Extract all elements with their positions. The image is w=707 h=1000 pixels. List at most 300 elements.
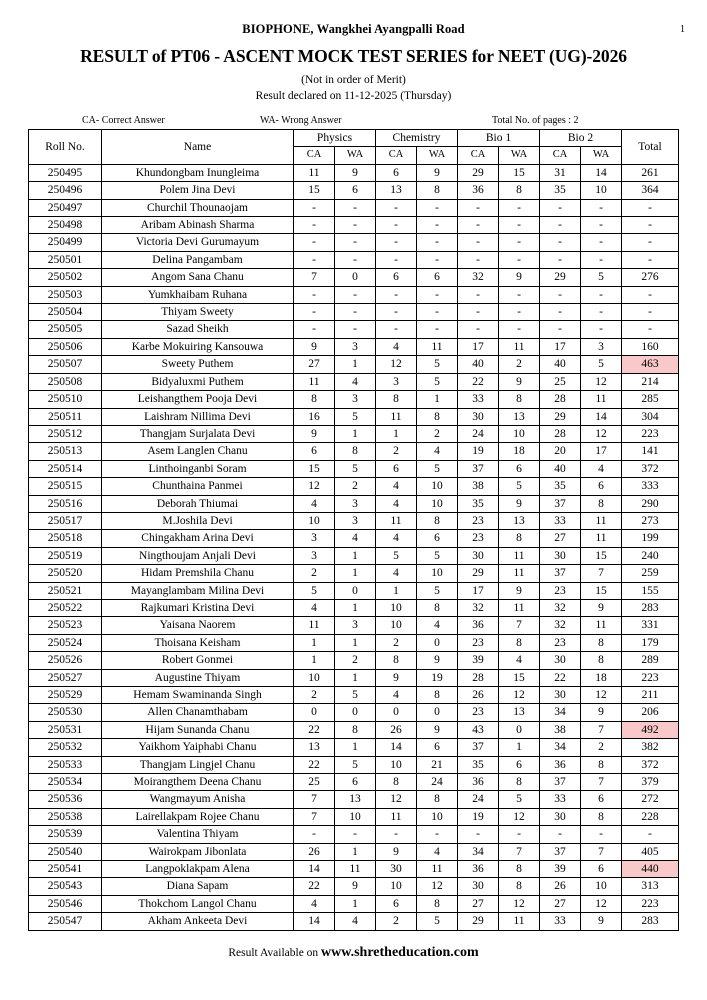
cell-total: 289: [622, 652, 679, 669]
cell-physics-wa: 3: [335, 617, 376, 634]
cell-bio2-wa: -: [581, 217, 622, 234]
cell-bio1-ca: 32: [458, 269, 499, 286]
cell-bio2-ca: 40: [540, 460, 581, 477]
cell-student-name: Polem Jina Devi: [102, 182, 294, 199]
cell-bio1-wa: -: [499, 199, 540, 216]
cell-student-name: Linthoinganbi Soram: [102, 460, 294, 477]
cell-bio1-wa: -: [499, 234, 540, 251]
table-row: [29, 217, 679, 234]
cell-total: 273: [622, 512, 679, 529]
cell-chemistry-wa: 0: [417, 634, 458, 651]
table-row: [29, 687, 679, 704]
cell-bio1-ca: 34: [458, 843, 499, 860]
table-row: [29, 234, 679, 251]
cell-student-name: Hidam Premshila Chanu: [102, 565, 294, 582]
cell-bio2-ca: -: [540, 217, 581, 234]
cell-physics-ca: 22: [294, 721, 335, 738]
cell-physics-wa: 1: [335, 565, 376, 582]
cell-chemistry-wa: 21: [417, 756, 458, 773]
table-row: [29, 634, 679, 651]
cell-chemistry-ca: 26: [376, 721, 417, 738]
cell-student-name: M.Joshila Devi: [102, 512, 294, 529]
cell-student-name: Thangjam Surjalata Devi: [102, 425, 294, 442]
cell-chemistry-wa: 8: [417, 791, 458, 808]
cell-bio2-wa: 12: [581, 687, 622, 704]
cell-chemistry-wa: 9: [417, 721, 458, 738]
cell-chemistry-wa: -: [417, 251, 458, 268]
cell-bio2-wa: 7: [581, 843, 622, 860]
cell-roll-no: 250538: [29, 808, 102, 825]
cell-bio2-wa: 12: [581, 373, 622, 390]
cell-total: 223: [622, 895, 679, 912]
cell-chemistry-ca: 1: [376, 425, 417, 442]
col-header-bio2-ca: CA: [540, 147, 581, 164]
table-row: [29, 478, 679, 495]
cell-bio2-wa: 11: [581, 391, 622, 408]
cell-bio2-wa: 8: [581, 495, 622, 512]
cell-roll-no: 250530: [29, 704, 102, 721]
cell-chemistry-ca: 30: [376, 861, 417, 878]
table-row: [29, 756, 679, 773]
cell-physics-ca: 22: [294, 756, 335, 773]
cell-bio1-wa: 8: [499, 391, 540, 408]
cell-bio2-wa: -: [581, 321, 622, 338]
cell-physics-wa: 3: [335, 495, 376, 512]
cell-student-name: Thoisana Keisham: [102, 634, 294, 651]
table-row: [29, 704, 679, 721]
cell-bio2-ca: 34: [540, 739, 581, 756]
cell-bio1-wa: 11: [499, 599, 540, 616]
cell-chemistry-ca: 4: [376, 565, 417, 582]
cell-physics-wa: 1: [335, 547, 376, 564]
cell-total: -: [622, 251, 679, 268]
cell-student-name: Karbe Mokuiring Kansouwa: [102, 338, 294, 355]
cell-roll-no: 250498: [29, 217, 102, 234]
cell-bio1-ca: 17: [458, 338, 499, 355]
cell-total: -: [622, 826, 679, 843]
cell-chemistry-ca: -: [376, 321, 417, 338]
cell-roll-no: 250529: [29, 687, 102, 704]
cell-bio1-wa: 8: [499, 634, 540, 651]
cell-roll-no: 250516: [29, 495, 102, 512]
col-header-physics-wa: WA: [335, 147, 376, 164]
cell-physics-ca: 4: [294, 599, 335, 616]
col-header-bio2: Bio 2: [540, 130, 622, 147]
cell-bio2-wa: 11: [581, 530, 622, 547]
cell-physics-wa: 4: [335, 373, 376, 390]
cell-student-name: Mayanglambam Milina Devi: [102, 582, 294, 599]
cell-chemistry-wa: 8: [417, 687, 458, 704]
cell-bio2-ca: 28: [540, 391, 581, 408]
cell-bio2-ca: 31: [540, 164, 581, 181]
cell-total: 228: [622, 808, 679, 825]
cell-bio1-wa: -: [499, 251, 540, 268]
table-row: [29, 460, 679, 477]
cell-physics-ca: 22: [294, 878, 335, 895]
cell-bio1-wa: 8: [499, 774, 540, 791]
cell-total: 199: [622, 530, 679, 547]
cell-bio1-ca: 23: [458, 704, 499, 721]
cell-bio1-wa: 15: [499, 164, 540, 181]
cell-chemistry-ca: 2: [376, 634, 417, 651]
cell-physics-wa: 8: [335, 721, 376, 738]
cell-bio1-ca: 27: [458, 895, 499, 912]
footer: [28, 945, 679, 961]
cell-student-name: Valentina Thiyam: [102, 826, 294, 843]
cell-bio2-ca: 30: [540, 808, 581, 825]
cell-bio2-wa: 7: [581, 565, 622, 582]
cell-physics-wa: 11: [335, 861, 376, 878]
cell-bio1-ca: 26: [458, 687, 499, 704]
cell-bio1-wa: 8: [499, 878, 540, 895]
cell-bio2-wa: -: [581, 826, 622, 843]
cell-physics-ca: 4: [294, 495, 335, 512]
cell-total: -: [622, 234, 679, 251]
cell-roll-no: 250507: [29, 356, 102, 373]
cell-bio2-wa: 11: [581, 512, 622, 529]
cell-student-name: Asem Langlen Chanu: [102, 443, 294, 460]
table-row: [29, 774, 679, 791]
cell-bio2-ca: 33: [540, 791, 581, 808]
cell-chemistry-wa: 1: [417, 391, 458, 408]
col-header-bio1: Bio 1: [458, 130, 540, 147]
cell-physics-ca: -: [294, 199, 335, 216]
cell-roll-no: 250539: [29, 826, 102, 843]
cell-physics-wa: 9: [335, 878, 376, 895]
cell-bio1-ca: 36: [458, 861, 499, 878]
cell-physics-wa: 3: [335, 338, 376, 355]
cell-chemistry-ca: 1: [376, 582, 417, 599]
cell-physics-ca: 7: [294, 808, 335, 825]
cell-bio2-wa: 5: [581, 269, 622, 286]
cell-bio2-wa: 8: [581, 756, 622, 773]
cell-total: 463: [622, 356, 679, 373]
cell-bio2-ca: 35: [540, 182, 581, 199]
cell-physics-ca: -: [294, 251, 335, 268]
cell-physics-wa: 1: [335, 895, 376, 912]
table-row: [29, 791, 679, 808]
cell-bio1-ca: 36: [458, 617, 499, 634]
cell-physics-wa: -: [335, 286, 376, 303]
cell-physics-ca: 13: [294, 739, 335, 756]
cell-bio1-wa: -: [499, 321, 540, 338]
cell-chemistry-ca: 8: [376, 652, 417, 669]
cell-bio1-ca: -: [458, 826, 499, 843]
cell-bio1-ca: 23: [458, 634, 499, 651]
cell-chemistry-ca: 10: [376, 878, 417, 895]
cell-roll-no: 250546: [29, 895, 102, 912]
cell-physics-ca: 27: [294, 356, 335, 373]
cell-bio2-wa: 8: [581, 634, 622, 651]
cell-bio2-wa: -: [581, 286, 622, 303]
cell-bio2-wa: -: [581, 251, 622, 268]
cell-physics-ca: 3: [294, 547, 335, 564]
cell-bio2-ca: 23: [540, 634, 581, 651]
cell-chemistry-ca: 2: [376, 913, 417, 930]
cell-chemistry-wa: -: [417, 217, 458, 234]
cell-chemistry-ca: 10: [376, 599, 417, 616]
table-row: [29, 269, 679, 286]
cell-bio2-ca: -: [540, 304, 581, 321]
cell-bio1-ca: 40: [458, 356, 499, 373]
cell-total: 364: [622, 182, 679, 199]
declared-date: Result declared on 11-12-2025 (Thursday): [255, 90, 452, 102]
cell-bio1-ca: 19: [458, 443, 499, 460]
col-header-roll-no: Roll No.: [29, 130, 102, 165]
cell-bio1-wa: 8: [499, 861, 540, 878]
cell-physics-ca: -: [294, 286, 335, 303]
cell-roll-no: 250505: [29, 321, 102, 338]
cell-total: 206: [622, 704, 679, 721]
cell-student-name: Wairokpam Jibonlata: [102, 843, 294, 860]
cell-student-name: Deborah Thiumai: [102, 495, 294, 512]
col-header-bio1-wa: WA: [499, 147, 540, 164]
cell-roll-no: 250522: [29, 599, 102, 616]
cell-student-name: Thangjam Lingjel Chanu: [102, 756, 294, 773]
cell-chemistry-ca: -: [376, 826, 417, 843]
cell-bio2-wa: 15: [581, 547, 622, 564]
cell-chemistry-wa: -: [417, 826, 458, 843]
table-head: [29, 130, 679, 165]
cell-chemistry-wa: -: [417, 304, 458, 321]
cell-bio2-ca: 35: [540, 478, 581, 495]
cell-physics-wa: -: [335, 199, 376, 216]
cell-roll-no: 250501: [29, 251, 102, 268]
table-row: [29, 582, 679, 599]
cell-bio2-ca: 33: [540, 512, 581, 529]
page-number: 1: [680, 24, 685, 35]
cell-bio2-ca: -: [540, 286, 581, 303]
cell-student-name: Yaisana Naorem: [102, 617, 294, 634]
cell-physics-ca: 3: [294, 530, 335, 547]
cell-chemistry-ca: 4: [376, 530, 417, 547]
cell-chemistry-wa: 10: [417, 478, 458, 495]
cell-physics-ca: 25: [294, 774, 335, 791]
cell-bio1-wa: 13: [499, 704, 540, 721]
cell-physics-ca: -: [294, 321, 335, 338]
cell-roll-no: 250506: [29, 338, 102, 355]
cell-total: 372: [622, 756, 679, 773]
cell-chemistry-ca: -: [376, 199, 417, 216]
cell-total: 211: [622, 687, 679, 704]
cell-physics-wa: 4: [335, 530, 376, 547]
cell-bio2-ca: 33: [540, 913, 581, 930]
cell-bio2-ca: 37: [540, 843, 581, 860]
cell-bio1-wa: 15: [499, 669, 540, 686]
cell-bio1-ca: -: [458, 286, 499, 303]
cell-chemistry-wa: 10: [417, 565, 458, 582]
table-row: [29, 530, 679, 547]
cell-student-name: Leishangthem Pooja Devi: [102, 391, 294, 408]
cell-physics-ca: 11: [294, 373, 335, 390]
cell-bio2-wa: 2: [581, 739, 622, 756]
cell-physics-ca: 9: [294, 425, 335, 442]
cell-roll-no: 250523: [29, 617, 102, 634]
legend-wrong-answer: WA- Wrong Answer: [260, 115, 342, 126]
table-row: [29, 669, 679, 686]
cell-chemistry-ca: 11: [376, 512, 417, 529]
cell-roll-no: 250508: [29, 373, 102, 390]
cell-chemistry-ca: 0: [376, 704, 417, 721]
cell-physics-ca: 0: [294, 704, 335, 721]
cell-total: 285: [622, 391, 679, 408]
cell-chemistry-ca: 12: [376, 791, 417, 808]
cell-roll-no: 250511: [29, 408, 102, 425]
cell-physics-wa: -: [335, 321, 376, 338]
cell-bio2-ca: 22: [540, 669, 581, 686]
cell-bio2-ca: 26: [540, 878, 581, 895]
table-row: [29, 547, 679, 564]
cell-bio1-wa: 1: [499, 739, 540, 756]
cell-physics-wa: 1: [335, 843, 376, 860]
cell-physics-ca: -: [294, 217, 335, 234]
cell-physics-wa: 9: [335, 164, 376, 181]
cell-physics-ca: 15: [294, 460, 335, 477]
cell-physics-wa: 5: [335, 460, 376, 477]
cell-bio1-ca: 35: [458, 756, 499, 773]
col-header-bio1-ca: CA: [458, 147, 499, 164]
cell-bio2-ca: 28: [540, 425, 581, 442]
cell-roll-no: 250504: [29, 304, 102, 321]
cell-bio1-wa: 0: [499, 721, 540, 738]
cell-bio1-ca: 23: [458, 530, 499, 547]
cell-bio1-ca: -: [458, 251, 499, 268]
cell-chemistry-wa: 8: [417, 512, 458, 529]
cell-physics-ca: 11: [294, 617, 335, 634]
cell-chemistry-wa: 2: [417, 425, 458, 442]
cell-bio2-wa: -: [581, 304, 622, 321]
cell-total: 333: [622, 478, 679, 495]
cell-roll-no: 250518: [29, 530, 102, 547]
cell-bio2-wa: 4: [581, 460, 622, 477]
cell-bio1-ca: 30: [458, 878, 499, 895]
cell-total: 331: [622, 617, 679, 634]
cell-physics-ca: 14: [294, 913, 335, 930]
cell-physics-ca: 2: [294, 565, 335, 582]
cell-bio2-ca: 40: [540, 356, 581, 373]
cell-roll-no: 250531: [29, 721, 102, 738]
cell-bio1-ca: 39: [458, 652, 499, 669]
cell-chemistry-wa: 24: [417, 774, 458, 791]
table-row: [29, 286, 679, 303]
cell-physics-ca: -: [294, 234, 335, 251]
cell-roll-no: 250532: [29, 739, 102, 756]
cell-roll-no: 250526: [29, 652, 102, 669]
cell-chemistry-wa: 4: [417, 843, 458, 860]
cell-physics-wa: 0: [335, 582, 376, 599]
cell-physics-wa: -: [335, 217, 376, 234]
cell-total: 223: [622, 669, 679, 686]
table-row: [29, 495, 679, 512]
cell-roll-no: 250521: [29, 582, 102, 599]
cell-bio1-ca: 35: [458, 495, 499, 512]
cell-total: 276: [622, 269, 679, 286]
cell-bio1-wa: 13: [499, 408, 540, 425]
cell-physics-wa: 1: [335, 634, 376, 651]
cell-bio1-wa: 11: [499, 547, 540, 564]
cell-total: 283: [622, 599, 679, 616]
cell-bio1-wa: 8: [499, 182, 540, 199]
cell-chemistry-ca: 4: [376, 478, 417, 495]
cell-bio2-ca: 27: [540, 530, 581, 547]
cell-chemistry-wa: -: [417, 321, 458, 338]
table-row: [29, 408, 679, 425]
cell-physics-wa: 13: [335, 791, 376, 808]
cell-physics-wa: -: [335, 304, 376, 321]
cell-bio2-wa: 11: [581, 617, 622, 634]
cell-bio1-wa: 6: [499, 756, 540, 773]
cell-total: 382: [622, 739, 679, 756]
table-row: [29, 913, 679, 930]
cell-bio1-ca: 29: [458, 164, 499, 181]
cell-bio1-wa: 13: [499, 512, 540, 529]
cell-roll-no: 250510: [29, 391, 102, 408]
cell-bio1-ca: 28: [458, 669, 499, 686]
cell-total: -: [622, 217, 679, 234]
cell-bio2-ca: 27: [540, 895, 581, 912]
cell-roll-no: 250527: [29, 669, 102, 686]
cell-bio1-wa: 12: [499, 808, 540, 825]
col-header-name: Name: [102, 130, 294, 165]
col-header-bio2-wa: WA: [581, 147, 622, 164]
cell-student-name: Yaikhom Yaiphabi Chanu: [102, 739, 294, 756]
cell-physics-ca: 4: [294, 895, 335, 912]
cell-total: 405: [622, 843, 679, 860]
table-body: [29, 164, 679, 930]
cell-chemistry-wa: 5: [417, 356, 458, 373]
cell-bio1-wa: 4: [499, 652, 540, 669]
cell-bio2-ca: 17: [540, 338, 581, 355]
cell-physics-wa: 5: [335, 687, 376, 704]
cell-bio2-wa: 18: [581, 669, 622, 686]
cell-bio1-ca: -: [458, 234, 499, 251]
cell-student-name: Aribam Abinash Sharma: [102, 217, 294, 234]
cell-total: -: [622, 286, 679, 303]
cell-bio2-wa: 10: [581, 182, 622, 199]
cell-bio2-wa: 15: [581, 582, 622, 599]
cell-student-name: Akham Ankeeta Devi: [102, 913, 294, 930]
cell-total: 313: [622, 878, 679, 895]
cell-physics-ca: -: [294, 826, 335, 843]
cell-bio2-ca: 34: [540, 704, 581, 721]
total-pages-label: Total No. of pages : 2: [492, 115, 579, 126]
cell-chemistry-ca: 10: [376, 756, 417, 773]
cell-physics-ca: 1: [294, 652, 335, 669]
cell-bio1-ca: 24: [458, 425, 499, 442]
cell-bio1-wa: 12: [499, 687, 540, 704]
cell-total: 155: [622, 582, 679, 599]
cell-total: 179: [622, 634, 679, 651]
cell-bio2-ca: 30: [540, 547, 581, 564]
cell-bio1-ca: -: [458, 217, 499, 234]
cell-bio2-ca: 37: [540, 565, 581, 582]
cell-student-name: Diana Sapam: [102, 878, 294, 895]
cell-roll-no: 250495: [29, 164, 102, 181]
cell-student-name: Chingakham Arina Devi: [102, 530, 294, 547]
cell-student-name: Ningthoujam Anjali Devi: [102, 547, 294, 564]
cell-chemistry-wa: 11: [417, 338, 458, 355]
cell-bio1-ca: -: [458, 321, 499, 338]
cell-bio1-wa: 11: [499, 913, 540, 930]
cell-chemistry-wa: 19: [417, 669, 458, 686]
cell-chemistry-ca: 14: [376, 739, 417, 756]
table-row: [29, 826, 679, 843]
cell-total: 223: [622, 425, 679, 442]
cell-bio1-wa: 5: [499, 791, 540, 808]
cell-bio2-wa: 5: [581, 356, 622, 373]
cell-bio1-ca: 30: [458, 408, 499, 425]
cell-bio1-ca: 38: [458, 478, 499, 495]
